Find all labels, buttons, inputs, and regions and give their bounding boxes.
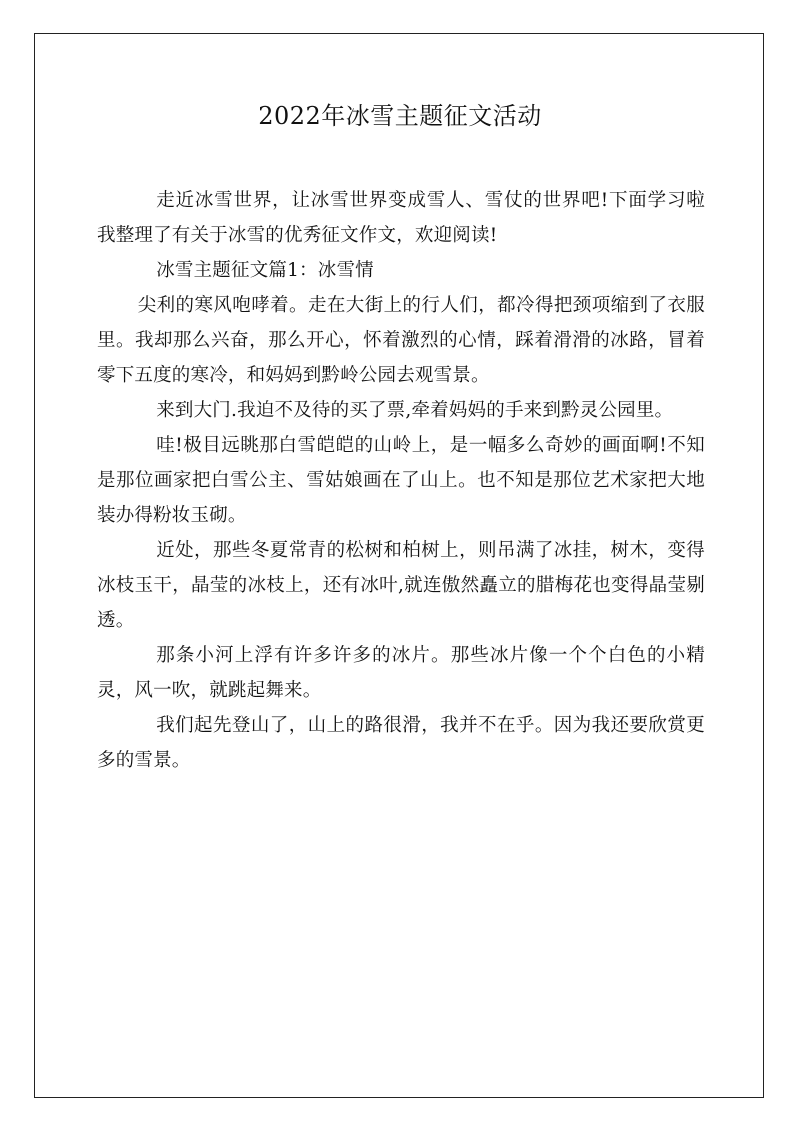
- body-paragraph: 我们起先登山了，山上的路很滑，我并不在乎。因为我还要欣赏更多的雪景。: [97, 715, 705, 771]
- intro-paragraph: 走近冰雪世界，让冰雪世界变成雪人、雪仗的世界吧!下面学习啦我整理了有关于冰雪的优秀征文作文，欢迎阅读!: [97, 190, 705, 246]
- document-title: 2022年冰雪主题征文活动: [258, 102, 542, 130]
- section-heading: 冰雪主题征文篇1：冰雪情: [156, 260, 374, 281]
- body-paragraph: 尖利的寒风咆哮着。走在大街上的行人们，都冷得把颈项缩到了衣服里。我却那么兴奋，那么开心，怀着激烈的心情，踩着滑滑的冰路，冒着零下五度的寒冷，和妈妈到黔岭公园去观雪景。: [97, 295, 705, 386]
- body-paragraph: 哇!极目远眺那白雪皑皑的山岭上，是一幅多么奇妙的画面啊!不知是那位画家把白雪公主、雪姑娘画在了山上。也不知是那位艺术家把大地装办得粉妆玉砌。: [97, 435, 705, 526]
- document-body: [97, 183, 705, 778]
- body-paragraph: 那条小河上浮有许多许多的冰片。那些冰片像一个个白色的小精灵，风一吹，就跳起舞来。: [97, 645, 705, 701]
- body-paragraph: 来到大门.我迫不及待的买了票,牵着妈妈的手来到黔灵公园里。: [156, 400, 674, 421]
- body-paragraph: 近处，那些冬夏常青的松树和柏树上，则吊满了冰挂，树木，变得冰枝玉干，晶莹的冰枝上，还有冰叶,就连傲然矗立的腊梅花也变得晶莹剔透。: [97, 540, 705, 631]
